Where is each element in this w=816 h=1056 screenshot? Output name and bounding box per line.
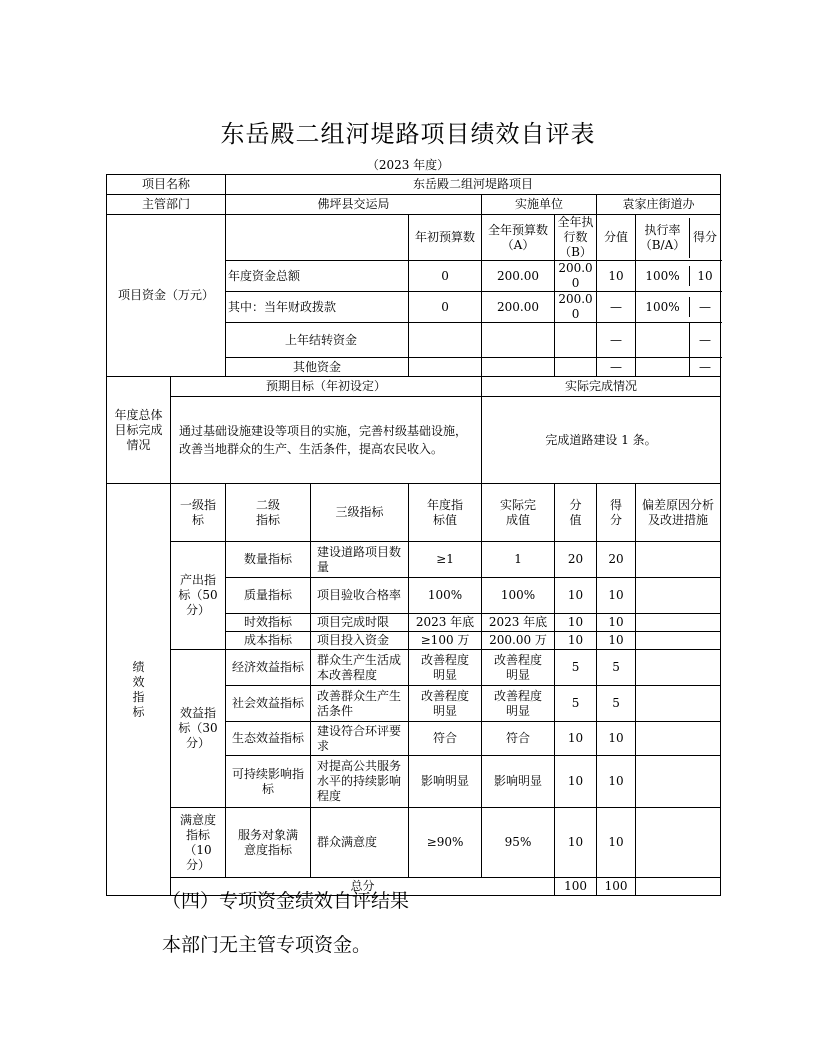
- indicator-note: [636, 756, 721, 808]
- indicator-note: [636, 808, 721, 878]
- year-note: （2023 年度）: [366, 158, 450, 172]
- indicator-l3: 项目验收合格率: [311, 578, 409, 614]
- indicator-header: 三级指标: [311, 484, 409, 542]
- indicator-score: 5: [597, 650, 636, 686]
- indicator-l3: 对提高公共服务水平的持续影响程度: [311, 756, 409, 808]
- indicator-l3: 群众满意度: [311, 808, 409, 878]
- funds-header-annual: 全年预算数（A）: [482, 215, 555, 261]
- indicator-row: [107, 650, 721, 686]
- fund-annual: [482, 323, 555, 358]
- indicator-l3: 项目投入资金: [311, 632, 409, 650]
- section-body: 本部门无主管专项资金。: [162, 934, 372, 956]
- indicator-actual: 符合: [482, 722, 555, 756]
- actual-goal-text: 完成道路建设 1 条。: [482, 397, 721, 484]
- indicator-l2: 时效指标: [226, 614, 311, 632]
- fund-score-value: —: [597, 358, 636, 377]
- indicator-value: 10: [555, 722, 597, 756]
- indicator-note: [636, 542, 721, 578]
- indicators-label: 绩效指标: [107, 484, 171, 896]
- dept-value: 佛坪县交运局: [226, 195, 482, 215]
- fund-rate: [636, 358, 690, 376]
- goals-label: 年度总体目标完成情况: [107, 377, 171, 484]
- fund-annual: 200.00: [482, 261, 555, 292]
- indicator-l2: 社会效益指标: [226, 686, 311, 722]
- funds-header-exec: 全年执行数（B）: [555, 215, 597, 261]
- dept-label: 主管部门: [107, 195, 226, 215]
- indicator-value: 5: [555, 650, 597, 686]
- indicator-score: 20: [597, 542, 636, 578]
- funds-header-score: 得分: [692, 230, 717, 244]
- fund-initial: [409, 358, 482, 377]
- indicator-target: 符合: [409, 722, 482, 756]
- indicator-actual: 95%: [482, 808, 555, 878]
- indicator-header: 二级指标: [226, 484, 311, 542]
- total-label: 总分: [171, 878, 555, 896]
- expected-goal-text: 通过基础设施建设等项目的实施，完善村级基础设施，改善当地群众的生产、生活条件，提高农民收入。: [171, 397, 482, 484]
- indicator-group-output: 产出指标（50分）: [171, 542, 226, 650]
- indicator-l2: 数量指标: [226, 542, 311, 578]
- indicator-l3: 项目完成时限: [311, 614, 409, 632]
- indicator-score: 10: [597, 722, 636, 756]
- indicator-row: [107, 808, 721, 878]
- indicator-row: [107, 542, 721, 578]
- indicator-l2: 服务对象满意度指标: [226, 808, 311, 878]
- indicator-header: 一级指标: [171, 484, 226, 542]
- fund-score: 10: [697, 268, 713, 283]
- actual-goal-header: 实际完成情况: [482, 377, 721, 397]
- indicator-l3: 群众生产生活成本改善程度: [311, 650, 409, 686]
- funds-header-value: 分值: [597, 215, 636, 261]
- indicator-target: 改善程度明显: [409, 650, 482, 686]
- fund-score: —: [698, 359, 711, 374]
- expected-goal-header: 预期目标（年初设定）: [171, 377, 482, 397]
- total-value: 100: [555, 878, 597, 896]
- project-name-value: 东岳殿二组河堤路项目: [226, 175, 721, 195]
- indicator-l2: 生态效益指标: [226, 722, 311, 756]
- fund-initial: 0: [409, 292, 482, 323]
- document-title: 东岳殿二组河堤路项目绩效自评表: [220, 120, 596, 148]
- indicator-target: ≥90%: [409, 808, 482, 878]
- fund-exec: 200.00: [555, 292, 597, 323]
- indicator-score: 10: [597, 578, 636, 614]
- total-note: [636, 878, 721, 896]
- indicator-note: [636, 614, 721, 632]
- indicator-l2: 可持续影响指标: [226, 756, 311, 808]
- indicator-note: [636, 722, 721, 756]
- fund-score: —: [698, 299, 711, 314]
- fund-score-value: 10: [597, 261, 636, 292]
- indicator-target: 影响明显: [409, 756, 482, 808]
- indicator-l2: 经济效益指标: [226, 650, 311, 686]
- indicator-actual: 改善程度明显: [482, 650, 555, 686]
- indicator-value: 10: [555, 756, 597, 808]
- fund-initial: 0: [409, 261, 482, 292]
- fund-annual: [482, 358, 555, 377]
- fund-rate: [636, 323, 690, 357]
- indicator-actual: 影响明显: [482, 756, 555, 808]
- indicator-group-benefit: 效益指标（30分）: [171, 650, 226, 808]
- indicator-header: 偏差原因分析及改进措施: [636, 484, 721, 542]
- evaluation-table: [106, 174, 721, 896]
- unit-label: 实施单位: [482, 195, 597, 215]
- indicator-value: 10: [555, 578, 597, 614]
- fund-name: 年度资金总额: [226, 261, 409, 292]
- indicator-header: 年度指标值: [409, 484, 482, 542]
- indicator-l2: 成本指标: [226, 632, 311, 650]
- total-score: 100: [597, 878, 636, 896]
- fund-score: —: [698, 332, 711, 347]
- funds-header-rate: 执行率（B/A）: [636, 218, 690, 258]
- indicator-header: 得分: [597, 484, 636, 542]
- indicator-actual: 100%: [482, 578, 555, 614]
- indicator-score: 10: [597, 808, 636, 878]
- indicator-score: 10: [597, 756, 636, 808]
- funds-label: 项目资金（万元）: [107, 215, 226, 377]
- indicator-target: 改善程度明显: [409, 686, 482, 722]
- funds-header-blank: [226, 215, 409, 261]
- indicator-target: 2023 年底: [409, 614, 482, 632]
- indicator-actual: 改善程度明显: [482, 686, 555, 722]
- fund-initial: [409, 323, 482, 358]
- fund-exec: 200.00: [555, 261, 597, 292]
- indicator-note: [636, 650, 721, 686]
- fund-name: 其中：当年财政拨款: [226, 292, 409, 323]
- indicator-value: 10: [555, 808, 597, 878]
- fund-rate: 100%: [636, 266, 690, 286]
- indicator-actual: 200.00 万: [482, 632, 555, 650]
- project-name-label: 项目名称: [107, 175, 226, 195]
- indicator-note: [636, 632, 721, 650]
- indicator-note: [636, 578, 721, 614]
- indicator-target: 100%: [409, 578, 482, 614]
- funds-header-initial: 年初预算数: [409, 215, 482, 261]
- fund-score-value: —: [597, 323, 636, 358]
- indicator-header: 实际完成值: [482, 484, 555, 542]
- indicator-actual: 1: [482, 542, 555, 578]
- indicator-value: 10: [555, 614, 597, 632]
- fund-name: 其他资金: [226, 358, 409, 377]
- indicator-l3: 建设符合环评要求: [311, 722, 409, 756]
- indicator-target: ≥100 万: [409, 632, 482, 650]
- indicator-value: 5: [555, 686, 597, 722]
- indicator-header: 分值: [555, 484, 597, 542]
- indicator-l3: 改善群众生产生活条件: [311, 686, 409, 722]
- fund-name: 上年结转资金: [226, 323, 409, 358]
- indicator-note: [636, 686, 721, 722]
- indicator-l2: 质量指标: [226, 578, 311, 614]
- fund-exec: [555, 323, 597, 358]
- indicator-score: 10: [597, 632, 636, 650]
- section-heading: （四）专项资金绩效自评结果: [162, 890, 410, 912]
- indicator-l3: 建设道路项目数量: [311, 542, 409, 578]
- indicator-value: 20: [555, 542, 597, 578]
- indicator-score: 5: [597, 686, 636, 722]
- indicator-target: ≥1: [409, 542, 482, 578]
- unit-value: 袁家庄街道办: [597, 195, 721, 215]
- fund-rate: 100%: [636, 297, 690, 317]
- indicator-score: 10: [597, 614, 636, 632]
- indicator-group-satisfaction: 满意度指标（10分）: [171, 808, 226, 878]
- indicator-actual: 2023 年底: [482, 614, 555, 632]
- fund-exec: [555, 358, 597, 377]
- indicator-value: 10: [555, 632, 597, 650]
- fund-annual: 200.00: [482, 292, 555, 323]
- fund-score-value: —: [597, 292, 636, 323]
